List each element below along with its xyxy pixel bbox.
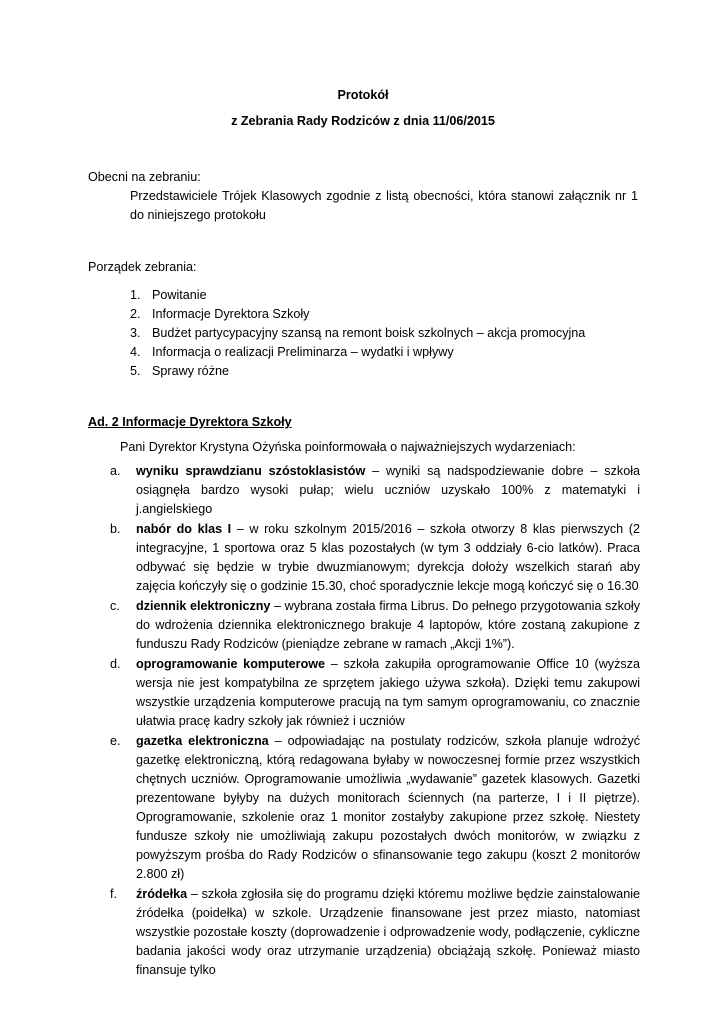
info-item — [110, 655, 640, 731]
agenda-item — [130, 362, 638, 381]
info-item-letter: f. — [110, 887, 117, 901]
agenda-item-number: 1. — [130, 288, 141, 302]
agenda-item — [130, 343, 638, 362]
agenda-item-number: 3. — [130, 326, 141, 340]
agenda-item — [130, 286, 638, 305]
present-text: Przedstawiciele Trójek Klasowych zgodnie z listą obecności, która stanowi załącznik nr 1 do niniejszego protokołu — [130, 189, 638, 222]
info-item-letter: c. — [110, 599, 120, 613]
info-item-letter: a. — [110, 464, 121, 478]
info-item-title: oprogramowanie komputerowe — [136, 657, 326, 671]
info-item-title: źródełka — [136, 887, 188, 901]
document-subtitle: z Zebrania Rady Rodziców z dnia 11/06/2015 — [231, 114, 495, 128]
info-item — [110, 520, 640, 596]
agenda-item-number: 4. — [130, 345, 141, 359]
info-item — [110, 597, 640, 654]
info-item-text: – w roku szkolnym 2015/2016 – szkoła otworzy 8 klas pierwszych (2 integracyjne, 1 sportowa oraz 5 klas pozostałych (w tym 3 oddziały 6-cio latków). Praca odbywać się będzie w trybie dwuzmianowym; dyrekcja dołoży wszelkich starań aby zajęcia kończyły się o godzinie 15.30, choć sporadycznie lekcje mogą kończyć się o 16.30 — [136, 522, 640, 593]
agenda-item — [130, 305, 638, 324]
info-item-text: – szkoła zakupiła oprogramowanie Office 10 (wyższa wersja nie jest kompatybilna ze sprzętem jakiego używa szkoła). Dzięki temu zakupowi wszystkie urządzenia komputerowe pracują na tym samym oprogramowaniu, co znacznie ułatwia pracę kadry szkoły jak również i uczniów — [136, 657, 640, 728]
agenda-item-number: 5. — [130, 364, 141, 378]
info-item-title: dziennik elektroniczny — [136, 599, 271, 613]
present-label: Obecni na zebraniu: — [88, 170, 201, 184]
agenda-item-text: Budżet partycypacyjny szansą na remont boisk szkolnych – akcja promocyjna — [152, 326, 586, 340]
agenda-list — [130, 286, 638, 381]
info-item-letter: d. — [110, 657, 121, 671]
agenda-item — [130, 324, 638, 343]
info-item-title: wyniku sprawdzianu szóstoklasistów — [136, 464, 366, 478]
agenda-item-text: Powitanie — [152, 288, 207, 302]
agenda-label: Porządek zebrania: — [88, 260, 197, 274]
info-items-list — [110, 462, 640, 981]
section-heading: Ad. 2 Informacje Dyrektora Szkoły — [88, 415, 292, 429]
agenda-item-text: Informacja o realizacji Preliminarza – wydatki i wpływy — [152, 345, 454, 359]
agenda-item-number: 2. — [130, 307, 141, 321]
info-item — [110, 885, 640, 980]
agenda-item-text: Informacje Dyrektora Szkoły — [152, 307, 310, 321]
agenda-item-text: Sprawy różne — [152, 364, 229, 378]
section-intro: Pani Dyrektor Krystyna Ożyńska poinformowała o najważniejszych wydarzeniach: — [120, 440, 576, 454]
info-item — [110, 732, 640, 884]
info-item-text: – wybrana została firma Librus. Do pełnego przygotowania szkoły do wdrożenia dziennika elektronicznego brakuje 4 laptopów, które zostaną zakupione z funduszu Rady Rodziców (pieniądze zebrane w ramach „Akcji 1%”). — [136, 599, 641, 651]
info-item-text: – szkoła zgłosiła się do programu dzięki któremu możliwe będzie zainstalowanie źródełka (poidełka) w szkole. Urządzenie finansowane jest przez miasto, natomiast wszystkie pozostałe koszty (doprowadzenie i odprowadzenie wody, podłączenie, cykliczne badania jakości wody oraz utrzymanie urządzenia) obciążają szkołę. Ponieważ miasto finansuje tylko — [136, 887, 640, 977]
info-item-title: nabór do klas I — [136, 522, 232, 536]
info-item-letter: b. — [110, 522, 121, 536]
document-title: Protokół — [337, 88, 389, 102]
info-item-title: gazetka elektroniczna — [136, 734, 269, 748]
info-item-text: – odpowiadając na postulaty rodziców, szkoła planuje wdrożyć gazetkę elektroniczną, którą redagowana byłaby w nowoczesnej formie przez wszystkich chętnych uczniów. Oprogramowanie umożliwia „wydawanie” gazetek klasowych. Gazetki prezentowane byłyby na dużych monitorach ściennych (na parterze, I i II piętrze). Oprogramowanie, szkolenie oraz 1 monitor zostałyby zakupione przez szkołę. Niestety fundusze szkoły nie umożliwiają zakupu pozostałych dwóch monitorów, w związku z powyższym prośba do Rady Rodziców o sfinansowanie tego zakupu (koszt 2 monitorów 2.800 zł) — [136, 734, 641, 881]
info-item — [110, 462, 640, 519]
info-item-text: – wyniki są nadspodziewanie dobre – szkoła osiągnęła bardzo wysoki pułap; wielu uczniów uzyskało 100% z matematyki i j.angielskiego — [136, 464, 641, 516]
info-item-letter: e. — [110, 734, 121, 748]
